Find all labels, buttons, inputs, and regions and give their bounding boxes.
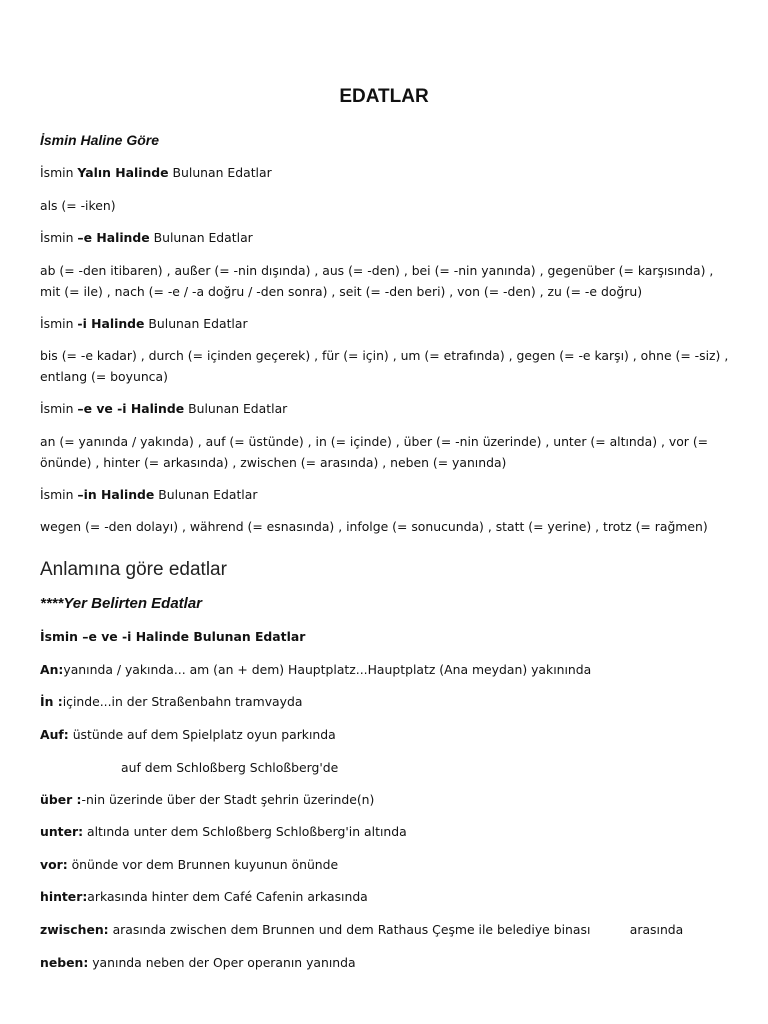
example-line: unter: altında unter dem Schloßberg Schloßberg'in altında xyxy=(40,824,407,839)
example-line: hinter:arkasında hinter dem Café Cafenin arkasında xyxy=(40,889,368,904)
preposition-list: ab (= -den itibaren) , außer (= -nin dışında) , aus (= -den) , bei (= -nin yanında) , gegenüber (= karşısında) , mit (= ile) , nach (= -e / -a doğru / -den sonra) , seit (= -den beri) , von (= -den) , zu (= -e doğru) xyxy=(40,263,714,299)
preposition-list: wegen (= -den dolayı) , während (= esnasında) , infolge (= sonucunda) , statt (= yerine) , trotz (= rağmen) xyxy=(40,519,708,534)
group-heading: İsmin –in Halinde Bulunan Edatlar xyxy=(40,487,258,502)
group-heading: İsmin –e Halinde Bulunan Edatlar xyxy=(40,230,253,245)
page-title: EDATLAR xyxy=(339,86,429,107)
preposition-list: als (= -iken) xyxy=(40,198,116,213)
subtitle: İsmin Haline Göre xyxy=(40,132,160,148)
example-line: neben: yanında neben der Oper operanın yanında xyxy=(40,955,356,970)
group-heading: İsmin Yalın Halinde Bulunan Edatlar xyxy=(40,165,272,180)
group-heading: İsmin –e ve -i Halinde Bulunan Edatlar xyxy=(40,629,306,644)
example-line: An:yanında / yakında... am (an + dem) Hauptplatz...Hauptplatz (Ana meydan) yakınında xyxy=(40,662,592,677)
group-heading: İsmin -i Halinde Bulunan Edatlar xyxy=(40,316,248,331)
example-line: zwischen: arasında zwischen dem Brunnen und dem Rathaus Çeşme ile belediye binası arasında xyxy=(40,922,684,937)
example-line: vor: önünde vor dem Brunnen kuyunun önünde xyxy=(40,857,339,872)
group-heading: İsmin –e ve -i Halinde Bulunan Edatlar xyxy=(40,401,288,416)
example-line: Auf: üstünde auf dem Spielplatz oyun parkında xyxy=(40,727,336,742)
example-line: über :-nin üzerinde über der Stadt şehrin üzerinde(n) xyxy=(40,792,375,807)
section-heading: Anlamına göre edatlar xyxy=(40,559,227,580)
example-line: auf dem Schloßberg Schloßberg'de xyxy=(121,760,339,775)
preposition-list: an (= yanında / yakında) , auf (= üstünde) , in (= içinde) , über (= -nin üzerinde) , unter (= altında) , vor (= önünde) , hinter (= arkasında) , zwischen (= arasında) , neben (= yanında) xyxy=(40,434,709,470)
example-line: İn :içinde...in der Straßenbahn tramvayda xyxy=(40,694,303,709)
preposition-list: bis (= -e kadar) , durch (= içinden geçerek) , für (= için) , um (= etrafında) , gegen (= -e karşı) , ohne (= -siz) , entlang (= boyunca) xyxy=(40,348,729,384)
section-subheading: ****Yer Belirten Edatlar xyxy=(40,595,203,612)
